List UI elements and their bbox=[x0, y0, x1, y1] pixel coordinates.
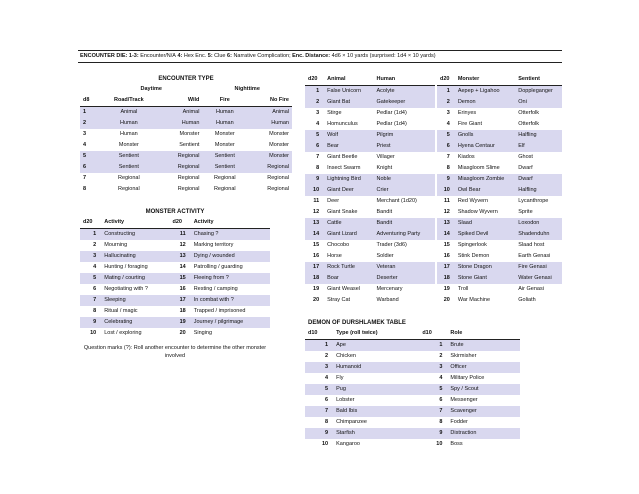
table-row: 3 Humanoid 3 Officer bbox=[305, 362, 520, 373]
table-row: 8 Miasgloom Slime Dwarf bbox=[446, 165, 533, 171]
table-row: 4 Monster Sentient Monster Monster bbox=[83, 142, 289, 148]
col-sentient: Sentient bbox=[515, 74, 562, 86]
table-row: 17 Stone Dragon Fire Genasi bbox=[437, 262, 562, 273]
monster-activity-table bbox=[80, 217, 270, 339]
encounter-type-title: ENCOUNTER TYPE bbox=[158, 76, 214, 82]
animal-human-panel bbox=[305, 74, 435, 306]
table-row: 8 Insect Swarm Knight bbox=[316, 165, 393, 171]
table-row: 19 Troll Air Genasi bbox=[443, 286, 544, 292]
col-d20: d20 bbox=[437, 74, 455, 86]
table-row: 6 Lobster 6 Messenger bbox=[325, 397, 478, 403]
table-row: 3 Stirge Pedlar (1d4) bbox=[316, 110, 407, 116]
distance-label: Enc. Distance: bbox=[290, 53, 331, 59]
table-row: 12 Shadow Wyvern Sprite bbox=[443, 209, 533, 215]
die-5-text: Clue bbox=[212, 53, 226, 59]
table-row: 16 Horse Soldier bbox=[313, 253, 394, 259]
table-row: 10 Owl Bear Halfling bbox=[437, 185, 562, 196]
die-label: ENCOUNTER DIE: 1-3: bbox=[80, 53, 139, 59]
table-row: 8 Ritual / magic 18 Trapped / imprisoned bbox=[93, 308, 246, 314]
col-role: Role bbox=[447, 328, 520, 340]
table-row: 2 Demon Oni bbox=[437, 97, 562, 108]
table-row: 1 False Unicorn Acolyte bbox=[305, 86, 435, 98]
table-row: 7 Sleeping 17 In combat with ? bbox=[80, 295, 270, 306]
table-row: 14 Spiked Devil Shadenduhn bbox=[437, 229, 562, 240]
die-6-text: Narrative Complication; bbox=[231, 53, 291, 59]
table-row: 7 Giant Beetle Villager bbox=[316, 154, 395, 160]
col-d10-type: d10 bbox=[305, 328, 333, 340]
table-row: 3 Erinyes Otterfolk bbox=[446, 110, 540, 116]
table-row: 2 Mourning 12 Marking territory bbox=[93, 242, 234, 248]
die-4-text: Hex Enc. bbox=[182, 53, 207, 59]
table-row: 18 Stone Giant Water Genasi bbox=[437, 273, 562, 284]
table-row: 15 Spingerlook Slaad host bbox=[443, 242, 545, 248]
table-row: 5 Gnolls Halfling bbox=[437, 130, 562, 141]
monster-activity-title: MONSTER ACTIVITY bbox=[145, 209, 205, 215]
table-row: 1 Constructing 11 Chasing ? bbox=[80, 229, 270, 241]
table-row: 7 Regional Regional Regional Regional bbox=[83, 175, 289, 181]
table-row: 7 Bald Ibis 7 Scavenger bbox=[305, 406, 520, 417]
col-road-track: Road/Track bbox=[100, 95, 158, 107]
col-monster: Monster bbox=[455, 74, 515, 86]
table-row: 8 Regional Regional Regional Regional bbox=[83, 186, 289, 192]
col-no-fire: No Fire bbox=[247, 95, 292, 107]
col-wild: Wild bbox=[158, 95, 203, 107]
table-row: 10 Giant Deer Crier bbox=[305, 185, 435, 196]
table-row: 10 Kangaroo 10 Boss bbox=[321, 441, 463, 447]
table-row: 13 Slaad Loxodon bbox=[437, 218, 562, 229]
animal-human-table bbox=[305, 74, 435, 306]
distance-text: 4d6 × 10 yards (surprised: 1d4 × 10 yards) bbox=[330, 53, 436, 59]
table-row: 11 Red Wyvern Lycanthrope bbox=[444, 198, 549, 204]
col-animal: Animal bbox=[324, 74, 373, 86]
col-type: Type (roll twice) bbox=[333, 328, 419, 340]
table-row: 4 Fly 4 Military Police bbox=[325, 375, 485, 381]
table-row: 6 Sentient Regional Sentient Regional bbox=[80, 162, 292, 173]
col-d8: d8 bbox=[80, 95, 100, 107]
table-row: 5 Wolf Pilgrim bbox=[305, 130, 435, 141]
table-row: 4 Homunculus Pedlar (1d4) bbox=[316, 121, 407, 127]
table-row: 3 Hallucinating 13 Dying / wounded bbox=[80, 251, 270, 262]
table-row: 17 Rock Turtle Veteran bbox=[305, 262, 435, 273]
table-row: 6 Bear Priest bbox=[305, 141, 435, 152]
table-row: 9 Lightning Bird Noble bbox=[305, 174, 435, 185]
table-row: 1 Animal Animal Human Animal bbox=[80, 107, 292, 119]
table-row: 7 Kiados Ghost bbox=[446, 154, 533, 160]
die-6-label: 6: bbox=[225, 53, 232, 59]
die-1-3-text: Encounter/N/A bbox=[138, 53, 176, 59]
table-row: 9 Starfish 9 Distraction bbox=[305, 428, 520, 439]
table-row: 2 Giant Bat Gatekeeper bbox=[305, 97, 435, 108]
table-row: 14 Giant Lizard Adventuring Party bbox=[305, 229, 435, 240]
table-row: 16 Stink Demon Earth Genasi bbox=[443, 253, 551, 259]
monster-sentient-table bbox=[437, 74, 562, 306]
table-row: 1 Ape 1 Brute bbox=[305, 340, 520, 352]
demon-table-title: DEMON OF DURSHLAMEK TABLE bbox=[308, 320, 406, 326]
table-row: 4 Fire Giant Otterfolk bbox=[446, 121, 540, 127]
daytime-group-header: Daytime bbox=[140, 86, 162, 92]
table-row: 20 War Machine Goliath bbox=[443, 297, 536, 303]
nighttime-group-header: Nighttime bbox=[234, 86, 260, 92]
encounter-type-table bbox=[80, 84, 292, 195]
table-row: 9 Celebrating 19 Journey / pilgrimage bbox=[80, 317, 270, 328]
table-row: 13 Cattle Bandit bbox=[305, 218, 435, 229]
table-row: 12 Giant Snake Bandit bbox=[313, 209, 393, 215]
table-row: 1 Aepep + Ligahoo Doppleganger bbox=[437, 86, 562, 98]
monster-sentient-panel bbox=[437, 74, 562, 306]
table-row: 11 Deer Merchant (1d20) bbox=[313, 198, 417, 204]
col-d20-b: d20 bbox=[169, 217, 190, 229]
table-row: 19 Giant Weasel Mercenary bbox=[313, 286, 403, 292]
table-row: 5 Sentient Regional Sentient Monster bbox=[80, 151, 292, 162]
table-row: 9 Miasgloom Zombie Dwarf bbox=[437, 174, 562, 185]
monster-activity-panel bbox=[80, 207, 270, 360]
table-row: 6 Hyena Centaur Elf bbox=[437, 141, 562, 152]
table-row: 3 Human Monster Monster Monster bbox=[83, 131, 289, 137]
col-d10-role: d10 bbox=[419, 328, 447, 340]
table-row: 2 Human Human Human Human bbox=[80, 118, 292, 129]
col-fire: Fire bbox=[202, 95, 247, 107]
table-row: 18 Boar Deserter bbox=[305, 273, 435, 284]
question-mark-note: Question marks (?): Roll another encounter to determine the other monster involved bbox=[83, 345, 267, 359]
col-activity-b: Activity bbox=[191, 217, 270, 229]
encounter-die-header bbox=[78, 50, 562, 63]
table-row: 20 Stray Cat Warband bbox=[313, 297, 399, 303]
table-row: 2 Chicken 2 Skirmisher bbox=[325, 353, 477, 359]
die-5-label: 5: bbox=[206, 53, 213, 59]
die-4-label: 4: bbox=[175, 53, 183, 59]
table-row: 5 Mating / courting 15 Fleeing from ? bbox=[80, 273, 270, 284]
table-row: 10 Lost / exploring 20 Singing bbox=[90, 330, 213, 336]
encounter-type-panel bbox=[80, 74, 292, 195]
table-row: 4 Hunting / foraging 14 Patrolling / guarding bbox=[93, 264, 243, 270]
demon-table bbox=[305, 328, 520, 450]
col-d20: d20 bbox=[305, 74, 324, 86]
demon-table-panel bbox=[305, 318, 520, 450]
table-row: 8 Chimpanzee 8 Fodder bbox=[325, 419, 468, 425]
col-activity-a: Activity bbox=[101, 217, 169, 229]
table-row: 6 Negotiating with ? 16 Resting / camping bbox=[93, 286, 238, 292]
table-row: 15 Chocobo Trader (3d6) bbox=[313, 242, 407, 248]
col-human: Human bbox=[374, 74, 435, 86]
table-row: 5 Pug 5 Spy / Scout bbox=[305, 384, 520, 395]
col-d20-a: d20 bbox=[80, 217, 101, 229]
